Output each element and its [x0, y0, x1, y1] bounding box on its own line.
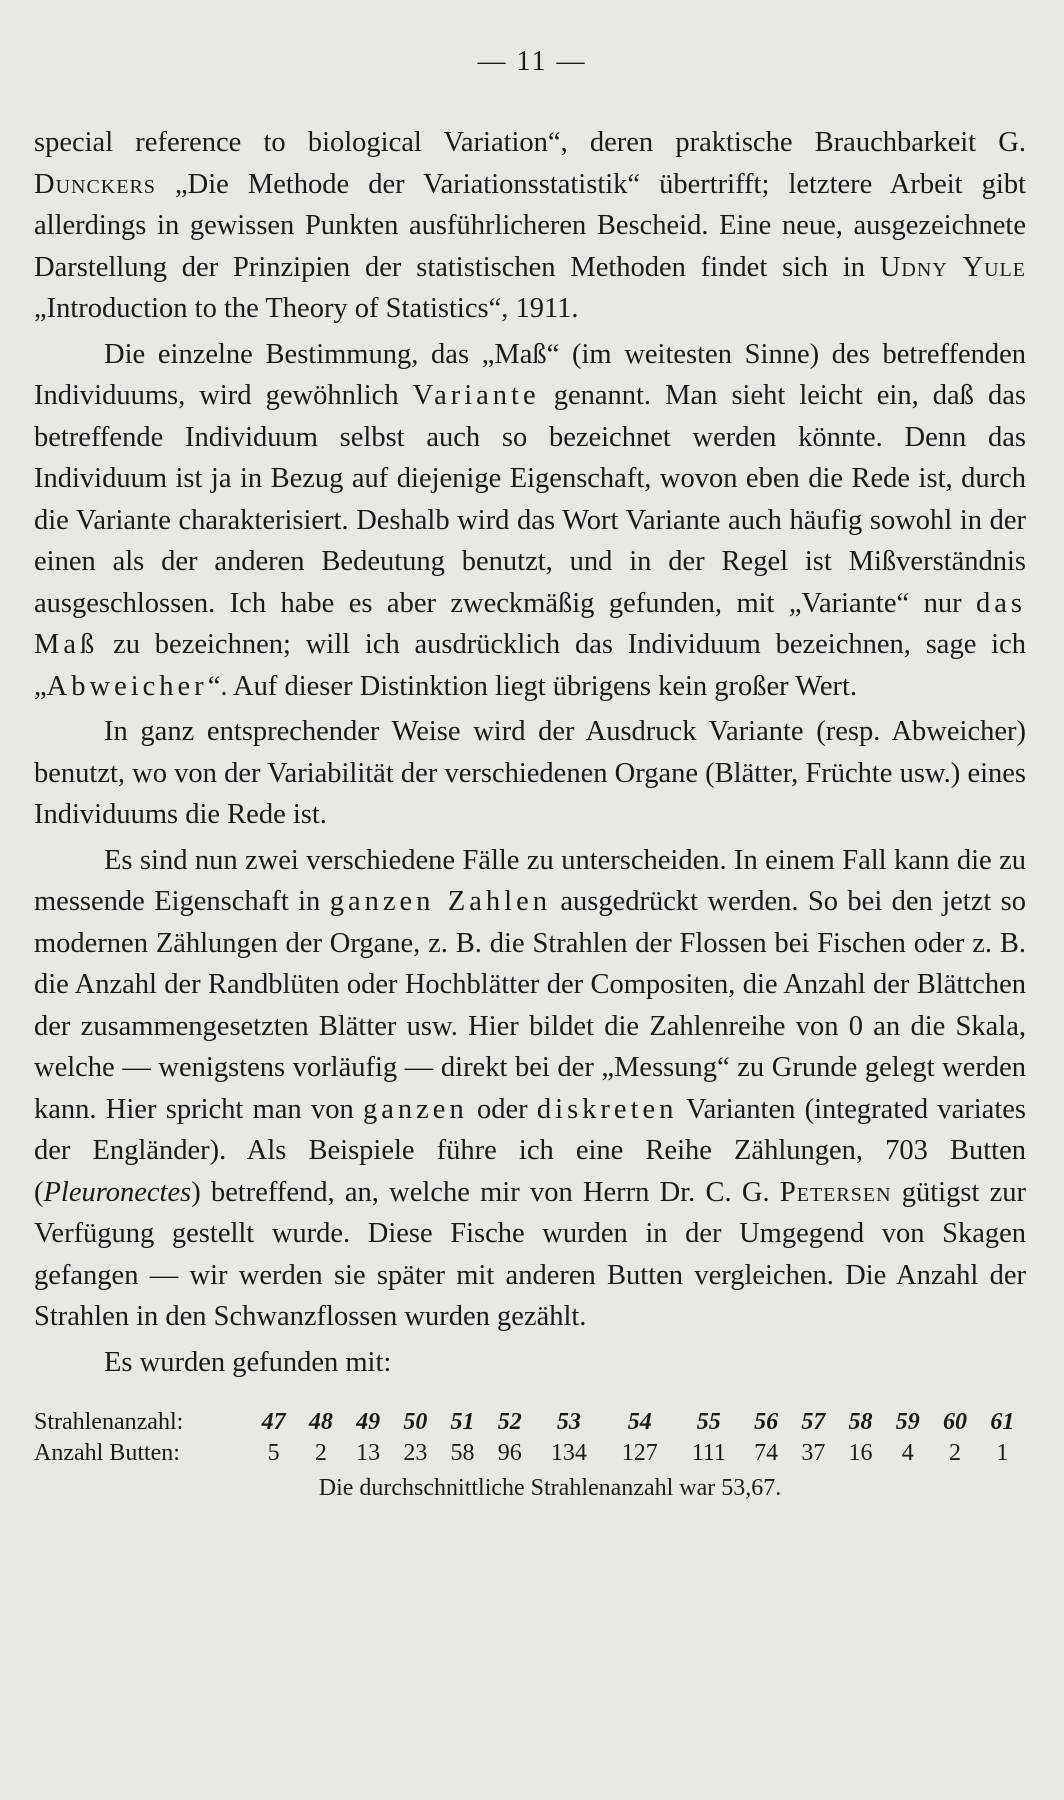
table-cell: 1: [996, 1440, 1009, 1466]
table-cell: 96: [497, 1440, 522, 1466]
row-label: Strahlenanzahl:: [34, 1409, 184, 1435]
table-cell: 4: [901, 1440, 914, 1466]
table-cell: 16: [848, 1440, 873, 1466]
table-cell: 54: [627, 1409, 652, 1435]
text-segment: oder: [467, 1093, 537, 1125]
text-segment: Petersen: [779, 1176, 892, 1208]
table-cell: 48: [308, 1409, 333, 1435]
table-row: [34, 1438, 1026, 1469]
table-cell: 111: [691, 1440, 726, 1466]
table-cell: 74: [754, 1440, 779, 1466]
table-row: [34, 1407, 1026, 1438]
text-segment: ausgedrückt werden. So bei den jetzt so modernen Zählungen der Organe, z. B. die Strahlen der Flossen bei Fischen oder z. B. die Anzahl der Randblüten oder Hochblätter der Compositen, die Anzahl der Blättchen der zusammengesetzten Blätter usw. Hier bildet die Zahlenreihe von 0 an die Skala, welche — wenigstens vorläufig — direkt bei der „Messung“ zu Grunde gelegt werden kann. Hier spricht man von: [34, 886, 1027, 1125]
text-segment: “. Auf dieser Distinktion liegt übrigens kein großer Wert.: [207, 670, 858, 702]
table-cell: 60: [943, 1409, 968, 1435]
table-cell: 61: [990, 1409, 1015, 1435]
text-segment: Dunckers: [34, 168, 156, 200]
text-segment: genannt. Man sieht leicht ein, daß das betreffende Individuum selbst auch so bezeichnet werden könnte. Denn das Individuum ist ja in Bezug auf diejenige Eigenschaft, wovon eben die Rede ist, durch die Variante charakterisiert. Deshalb wird das Wort Variante auch häufig sowohl in der einen als der anderen Bedeutung benutzt, und in der Regel ist Mißverständnis ausgeschlossen. Ich habe es aber zweckmäßig gefunden, mit „Variante“ nur: [34, 380, 1026, 619]
text-segment: gütigst zur Verfügung gestellt wurde. Diese Fische wurden in der Umgegend von Skagen gefangen — wir werden sie später mit anderen Butten vergleichen. Die Anzahl der Strahlen in den Schwanzflossen wurden gezählt.: [34, 1176, 1026, 1332]
table-cell: 50: [403, 1409, 428, 1435]
text-segment: Varianten (integrated variates der Engländer). Als Beispiele führe ich eine Reihe Zählungen, 703 Butten (: [34, 1093, 1026, 1208]
text-segment: Variante: [412, 380, 540, 411]
average-line: Die durchschnittliche Strahlenanzahl war 53,67.: [318, 1475, 782, 1501]
table-cell: 134: [550, 1440, 587, 1466]
text-segment: ) betreffend, an, welche mir von Herrn Dr. C. G.: [191, 1176, 780, 1208]
paragraph: [34, 840, 1026, 1338]
text-segment: zu bezeichnen; will ich ausdrücklich das Individuum bezeichnen, sage ich „: [34, 629, 1026, 702]
text-segment: diskreten: [536, 1093, 678, 1125]
text-segment: das Maß: [34, 587, 1026, 660]
table-cell: 127: [621, 1440, 658, 1466]
table-cell: 55: [696, 1409, 721, 1435]
table-cell: 56: [754, 1409, 779, 1435]
table-cell: 49: [356, 1409, 381, 1435]
text-segment: „Die Methode der Variationsstatistik“ übertrifft; letztere Arbeit gibt allerdings in gewissen Punkten ausführlicheren Bescheid. Eine neue, ausgezeichnete Darstellung der Prinzipien der statistischen Methoden findet sich in: [34, 168, 1026, 283]
table-cell: 2: [949, 1440, 962, 1466]
paragraph: [34, 122, 1026, 330]
table-cell: 23: [403, 1440, 428, 1466]
paragraph: [34, 334, 1026, 708]
text-segment: Udny Yule: [879, 251, 1026, 283]
table-cell: 47: [261, 1409, 286, 1435]
text-segment: ganzen: [363, 1093, 468, 1125]
table-cell: 13: [356, 1440, 381, 1466]
found-line: Es wurden gefunden mit:: [104, 1346, 392, 1378]
text-segment: special reference to biological Variation“, deren praktische Brauchbarkeit G.: [34, 127, 1026, 158]
table-cell: 52: [497, 1409, 522, 1435]
page-content: [34, 122, 1026, 1502]
text-segment: „Introduction to the Theory of Statistics“, 1911.: [34, 293, 579, 324]
text-segment: Abweicher: [46, 670, 208, 702]
text-segment: Pleuronectes: [43, 1176, 192, 1208]
table-cell: 37: [801, 1440, 826, 1466]
counts-table: [34, 1407, 1026, 1469]
text-segment: Die einzelne Bestimmung, das „Maß“ (im weitesten Sinne) des betreffenden Individuums, wird gewöhnlich: [34, 338, 1026, 411]
table-cell: 5: [267, 1440, 280, 1466]
body-text: [34, 122, 1026, 1338]
table-cell: 58: [848, 1409, 873, 1435]
paragraph: [34, 711, 1026, 836]
text-segment: ganzen Zahlen: [329, 886, 551, 917]
row-label: Anzahl Butten:: [34, 1440, 180, 1466]
table-cell: 53: [556, 1409, 581, 1435]
text-segment: In ganz entsprechender Weise wird der Ausdruck Variante (resp. Abweicher) benutzt, wo von der Variabilität der verschiedenen Organe (Blätter, Früchte usw.) eines Individuums die Rede ist.: [34, 716, 1026, 830]
table-cell: 2: [314, 1440, 327, 1466]
table-cell: 59: [895, 1409, 920, 1435]
table-cell: 57: [801, 1409, 826, 1435]
table-cell: 51: [450, 1409, 475, 1435]
table-cell: 58: [450, 1440, 475, 1466]
page-number: — 11 —: [477, 46, 587, 77]
text-segment: Es sind nun zwei verschiedene Fälle zu unterscheiden. In einem Fall kann die zu messende Eigenschaft in: [34, 844, 1026, 917]
